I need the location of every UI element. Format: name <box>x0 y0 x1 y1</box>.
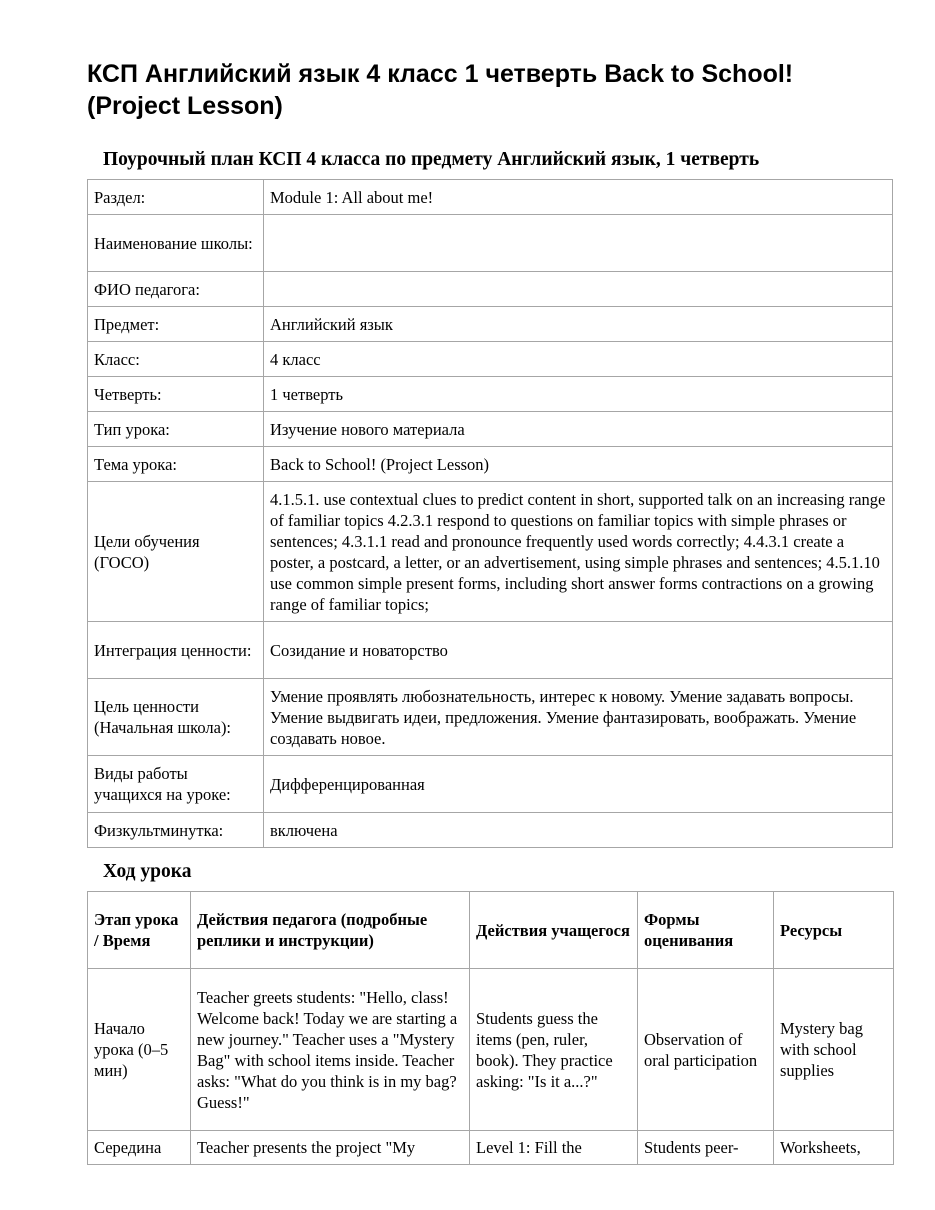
row-label: Четверть: <box>88 377 264 412</box>
row-value: Изучение нового материала <box>264 412 893 447</box>
row-label: Тема урока: <box>88 447 264 482</box>
row-value <box>264 272 893 307</box>
row-value: включена <box>264 813 893 848</box>
table-row <box>88 969 894 1131</box>
row-label: Физкультминутка: <box>88 813 264 848</box>
table-row <box>88 215 893 272</box>
row-label: Предмет: <box>88 307 264 342</box>
column-header: Действия учащегося <box>470 892 638 969</box>
resources-cell: Mystery bag with school supplies <box>774 969 894 1131</box>
column-header: Формы оценивания <box>638 892 774 969</box>
assessment-cell: Observation of oral participation <box>638 969 774 1131</box>
table-row <box>88 756 893 813</box>
row-value: Созидание и новаторство <box>264 622 893 679</box>
row-value: 4.1.5.1. use contextual clues to predict content in short, supported talk on an increasing range of familiar topics 4.2.3.1 respond to questions on familiar topics with simple phrases or sentences; 4.3.1.1 read and pronounce frequently used words correctly; 4.4.3.1 create a poster, a postcard, a letter, or an advertisement, using simple phrases and sentences; 4.5.1.10 use common simple present forms, including short answer forms contractions on a growing range of familiar topics; <box>264 482 893 622</box>
row-value: 1 четверть <box>264 377 893 412</box>
table-row <box>88 342 893 377</box>
assessment-cell: Students peer- <box>638 1131 774 1165</box>
table-row <box>88 412 893 447</box>
row-label: Тип урока: <box>88 412 264 447</box>
table-row <box>88 377 893 412</box>
table-row <box>88 447 893 482</box>
plan-heading: Поурочный план КСП 4 класса по предмету Английский язык, 1 четверть <box>103 149 760 170</box>
column-header: Этап урока / Время <box>88 892 191 969</box>
row-value: Module 1: All about me! <box>264 180 893 215</box>
row-value: Английский язык <box>264 307 893 342</box>
column-header: Ресурсы <box>774 892 894 969</box>
student-actions-cell: Level 1: Fill the <box>470 1131 638 1165</box>
table-row <box>88 307 893 342</box>
row-value: Умение проявлять любознательность, интерес к новому. Умение задавать вопросы. Умение выдвигать идеи, предложения. Умение фантазировать, воображать. Умение создавать новое. <box>264 679 893 756</box>
row-value: Back to School! (Project Lesson) <box>264 447 893 482</box>
table-header-row <box>88 892 894 969</box>
table-row <box>88 679 893 756</box>
table-row <box>88 272 893 307</box>
table-row <box>88 813 893 848</box>
row-label: Класс: <box>88 342 264 377</box>
table-row <box>88 482 893 622</box>
row-value: 4 класс <box>264 342 893 377</box>
row-label: Раздел: <box>88 180 264 215</box>
student-actions-cell: Students guess the items (pen, ruler, book). They practice asking: "Is it a...?" <box>470 969 638 1131</box>
teacher-actions-cell: Teacher greets students: "Hello, class! Welcome back! Today we are starting a new journey." Teacher uses a "Mystery Bag" with school items inside. Teacher asks: "What do you think is in my bag? Guess!" <box>191 969 470 1131</box>
column-header: Действия педагога (подробные реплики и инструкции) <box>191 892 470 969</box>
table-row <box>88 1131 894 1165</box>
stage-cell: Начало урока (0–5 мин) <box>88 969 191 1131</box>
table-row <box>88 180 893 215</box>
row-label: ФИО педагога: <box>88 272 264 307</box>
row-label: Цель ценности (Начальная школа): <box>88 679 264 756</box>
row-value: Дифференцированная <box>264 756 893 813</box>
document-title: КСП Английский язык 4 класс 1 четверть Back to School! (Project Lesson) <box>87 60 794 120</box>
lesson-flow-heading: Ход урока <box>103 861 192 882</box>
resources-cell: Worksheets, <box>774 1131 894 1165</box>
stage-cell: Середина <box>88 1131 191 1165</box>
table-row <box>88 622 893 679</box>
lesson-plan-table <box>87 179 893 848</box>
row-value <box>264 215 893 272</box>
row-label: Наименование школы: <box>88 215 264 272</box>
row-label: Интеграция ценности: <box>88 622 264 679</box>
teacher-actions-cell: Teacher presents the project "My <box>191 1131 470 1165</box>
row-label: Цели обучения (ГОСО) <box>88 482 264 622</box>
row-label: Виды работы учащихся на уроке: <box>88 756 264 813</box>
lesson-flow-table <box>87 891 894 1165</box>
